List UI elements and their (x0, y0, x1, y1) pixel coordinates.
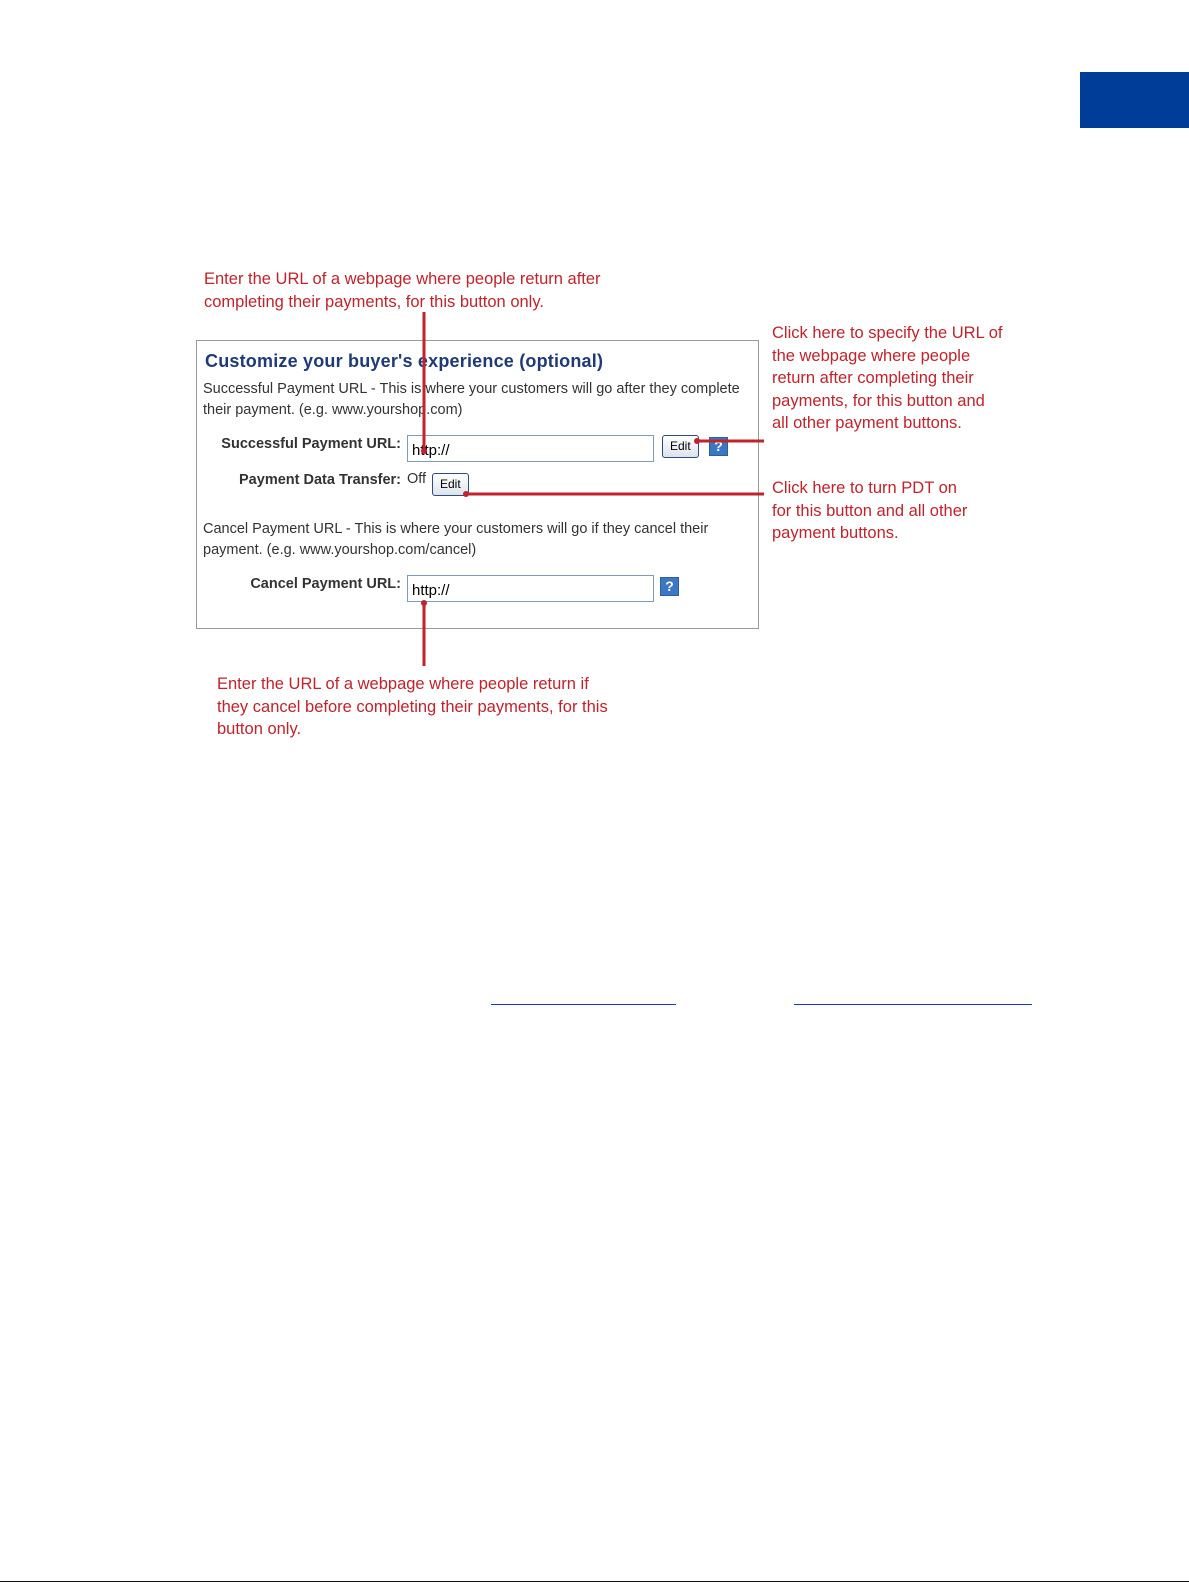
callout-cancel-url: Enter the URL of a webpage where people return if they cancel before completing their payments, for this button only. (217, 675, 608, 738)
leader-dot-success-url (421, 448, 427, 454)
pdt-status: Off (407, 471, 427, 487)
leader-dot-edit-success (694, 438, 700, 444)
footer-rule (0, 1581, 1189, 1582)
success-url-description: Successful Payment URL - This is where your customers will go after they complete their payment. (e.g. www.yourshop.com) (203, 381, 740, 418)
callout-success-url: Enter the URL of a webpage where people return after completing their payments, for this button only. (204, 270, 601, 311)
leader-dot-cancel-url (421, 600, 427, 606)
success-url-help-icon[interactable]: ? (709, 437, 728, 456)
cancel-url-label: Cancel Payment URL: (250, 576, 401, 592)
panel-title: Customize your buyer's experience (optional) (205, 351, 604, 371)
hyperlink-underline-2[interactable] (794, 1004, 1032, 1005)
success-url-label: Successful Payment URL: (221, 436, 401, 452)
leader-dot-pdt (463, 491, 469, 497)
callout-pdt: Click here to turn PDT on for this button and all other payment buttons. (772, 479, 968, 542)
callout-edit-success: Click here to specify the URL of the webpage where people return after completing their payments, for this button and all other payment buttons. (772, 324, 1003, 432)
hyperlink-underline-1[interactable] (491, 1004, 676, 1005)
cancel-url-description: Cancel Payment URL - This is where your customers will go if they cancel their payment. (e.g. www.yourshop.com/cancel) (203, 521, 709, 558)
success-url-edit-button[interactable]: Edit (662, 435, 699, 458)
cancel-url-help-icon[interactable]: ? (660, 577, 679, 596)
pdt-edit-button[interactable]: Edit (432, 473, 469, 496)
pdt-label: Payment Data Transfer: (239, 472, 401, 488)
